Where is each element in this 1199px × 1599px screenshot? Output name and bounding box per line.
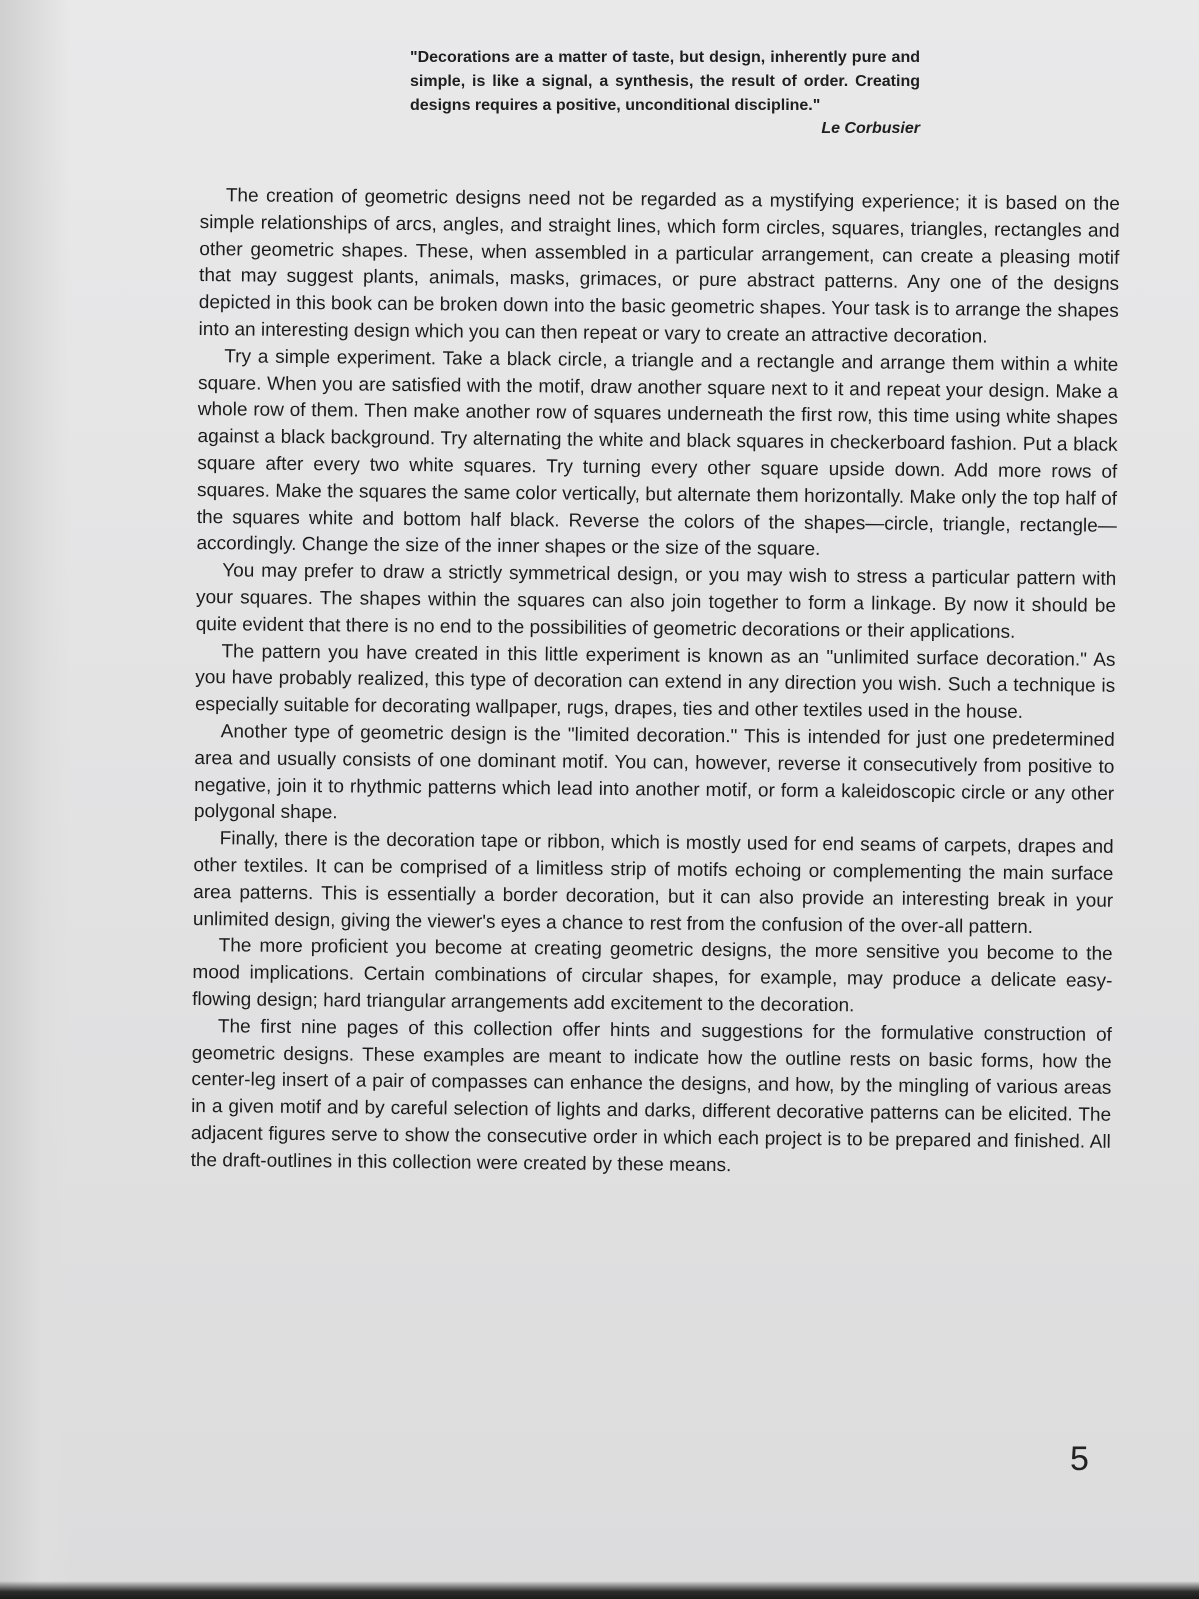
page-binding-shadow — [0, 0, 70, 1599]
paragraph: Finally, there is the decoration tape or ribbon, which is mostly used for end seams of carpets, drapes and other textiles. It can be comprised of a limitless strip of motifs echoing or complementing the main surface area patterns. This is essentially a border decoration, but it can also provide an interesting break in your unlimited design, giving the viewer's eyes a chance to rest from the confusion of the over-all pattern. — [192, 828, 1114, 938]
paragraph: The pattern you have created in this little experiment is known as an "unlimited surface decoration." As you have probably realized, this type of decoration can extend in any direction you wish. Such a technique is especially suitable for decorating wallpaper, rugs, drapes, ties and other textiles used in the house. — [194, 640, 1116, 724]
page-bottom-edge — [0, 1581, 1199, 1599]
page-number: 5 — [1070, 1440, 1089, 1478]
paragraph: Another type of geometric design is the "limited decoration." This is intended for just one predetermined area and usually consists of one dominant motif. You can, however, reverse it consecutively from positive to negative, join it to rhythmic patterns which lead into another motif, or form a kaleidoscopic circle or any other polygonal shape. — [193, 721, 1115, 824]
paragraph: The creation of geometric designs need not be regarded as a mystifying experience; it is based on the simple relationships of arcs, angles, and straight lines, which form circles, squares, triangles, rectangles and other geometric shapes. These, when assembled in a particular arrangement, can create a pleasing motif that may suggest plants, animals, masks, grimaces, or pure abstract patterns. Any one of the designs depicted in this book can be broken down into the basic geometric shapes. Your task is to arrange the shapes into an interesting design which you can then repeat or vary to create an attractive decoration. — [198, 185, 1120, 348]
body-text — [190, 183, 1119, 1183]
paragraph: Try a simple experiment. Take a black circle, a triangle and a rectangle and arrange them within a white square. When you are satisfied with the motif, draw another square next to it and repeat your design. Make a whole row of them. Then make another row of squares underneath the first row, this time using white shapes against a black background. Try alternating the white and black squares in checkerboard fashion. Put a black square after every two white squares. Try turning every other square upside down. Add more rows of squares. Make the squares the same color vertically, but alternate them horizontally. Make only the top half of the squares white and bottom half black. Reverse the colors of the shapes—circle, triangle, rectangle—accordingly. Change the size of the inner shapes or the size of the square. — [196, 346, 1119, 561]
epigraph-author: Le Corbusier — [821, 120, 920, 137]
paragraph: You may prefer to draw a strictly symmetrical design, or you may wish to stress a particular pattern with your squares. The shapes within the squares can also join together to form a linkage. By now it should be quite evident that there is no end to the possibilities of geometric decorations or their applications. — [195, 560, 1117, 643]
epigraph-quote: "Decorations are a matter of taste, but design, inherently pure and simple, is like a signal, a synthesis, the result of order. Creating designs requires a positive, unconditional discipline." — [410, 49, 920, 114]
paragraph: The more proficient you become at creating geometric designs, the more sensitive you become to the mood implications. Certain combinations of circular shapes, for example, may produce a delicate easy-flowing design; hard triangular arrangements add excitement to the decoration. — [192, 935, 1113, 1017]
paragraph: The first nine pages of this collection offer hints and suggestions for the formulative construction of geometric designs. These examples are meant to indicate how the outline rests on basic forms, how the center-leg insert of a pair of compasses can enhance the designs, and how, by the mingling of various areas in a given motif and by careful selection of lights and darks, different decorative patterns can be elicited. The adjacent figures serve to show the consecutive order in which each project is to be prepared and finished. All the draft-outlines in this collection were created by these means. — [190, 1015, 1112, 1176]
